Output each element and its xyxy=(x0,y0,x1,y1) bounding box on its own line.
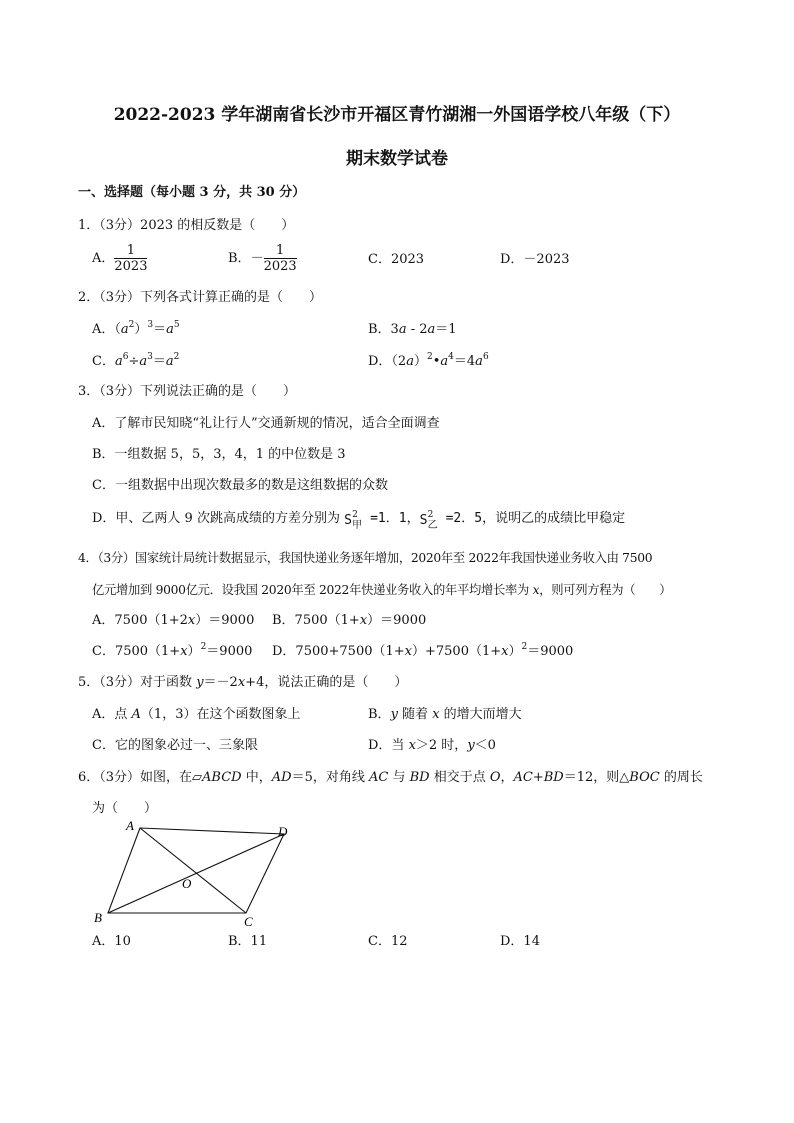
q2-c-text: C． xyxy=(92,354,115,369)
q3-variance-sub: 乙 xyxy=(427,520,438,531)
q2-b-text: - 2 xyxy=(406,322,428,337)
q3-variance-sub: 甲 xyxy=(352,520,363,531)
q5-d-text: ＜0 xyxy=(474,738,496,753)
q5-b-text: 的增大而增大 xyxy=(439,707,522,722)
q1-option-a xyxy=(92,244,147,274)
q4-option-d xyxy=(272,644,573,660)
q5-a-text: A．点 xyxy=(92,707,132,722)
q1-option-c: C．2023 xyxy=(368,252,425,267)
q6-stem-var: O xyxy=(489,770,501,785)
q5-stem-text: +4，说法正确的是（ ） xyxy=(245,675,408,690)
q4-stem-text: 亿元增加到 9000亿元．设我国 2020年至 2022年快递业务收入的年平均增长率为 xyxy=(92,583,533,597)
q2-a-exp: 3 xyxy=(147,320,154,330)
q5-b-text: B． xyxy=(368,707,391,722)
q3-d-text: ，说明乙的成绩比甲稳定 xyxy=(482,511,626,526)
q6-stem-var: BOC xyxy=(629,770,660,785)
q4-a-text: A．7500（1+2 xyxy=(92,613,188,628)
q3-variance-exp: 2 xyxy=(352,510,358,520)
q4-d-text: ） xyxy=(508,644,522,659)
q4-d-exp: 2 xyxy=(521,642,528,652)
q4-c-var: x xyxy=(180,644,188,659)
q2-option-a xyxy=(92,322,180,338)
q5-d-text: D．当 xyxy=(368,738,409,753)
q2-c-exp: 2 xyxy=(173,352,180,362)
q4-b-var: x xyxy=(359,613,368,628)
q6-stem-var: AD xyxy=(271,770,292,785)
q1-b-fraction xyxy=(264,244,297,274)
q1-a-numerator: 1 xyxy=(114,244,147,259)
q4-option-c xyxy=(92,644,252,660)
q6-stem-text: 与 xyxy=(388,770,410,785)
q2-b-text: ＝1 xyxy=(435,322,457,337)
q3-d-value: =2．5 xyxy=(445,511,483,526)
q4-b-text: ）＝9000 xyxy=(367,613,427,628)
q6-option-a: A．10 xyxy=(92,934,131,949)
q5-stem xyxy=(78,675,407,691)
q2-b-var: a xyxy=(427,322,436,337)
q6-stem-text: 6．（3分）如图，在▱ xyxy=(78,770,203,785)
q2-c-text: ÷ xyxy=(128,354,140,369)
q2-option-b xyxy=(368,322,457,338)
q1-a-denominator: 2023 xyxy=(114,259,148,274)
page-title-line2: 期末数学试卷 xyxy=(346,149,448,169)
q6-option-d: D．14 xyxy=(500,934,540,949)
q3-variance-symbol: S xyxy=(419,513,428,528)
q4-stem-var: x xyxy=(532,583,540,597)
q3-option-c: C．一组数据中出现次数最多的数是这组数据的众数 xyxy=(92,478,388,493)
q4-stem-line2 xyxy=(92,582,671,598)
q6-option-b: B．11 xyxy=(228,934,268,949)
q4-d-text: ＝9000 xyxy=(527,644,574,659)
q6-stem-var: ABCD xyxy=(202,770,242,785)
q4-a-text: ）＝9000 xyxy=(195,613,255,628)
q5-stem-var: x xyxy=(237,675,246,690)
q4-d-text: D．7500+7500（1+ xyxy=(272,644,405,659)
q5-b-var: y xyxy=(390,707,398,722)
q1-b-numerator: 1 xyxy=(264,244,297,259)
q5-a-text: （1，3）在这个函数图象上 xyxy=(140,707,301,722)
parallelogram-outline xyxy=(108,828,284,913)
q2-d-exp: 2 xyxy=(426,352,433,362)
q2-d-var: a xyxy=(406,354,414,369)
vertex-label-c: C xyxy=(244,914,253,929)
q1-b-label: B． xyxy=(228,251,251,266)
q4-d-var: x xyxy=(404,644,412,659)
center-label-o: O xyxy=(182,876,192,891)
diagonal-bd xyxy=(108,834,284,913)
q4-option-b xyxy=(272,613,426,629)
q4-b-text: B．7500（1+ xyxy=(272,613,360,628)
q3-option-a: A．了解市民知晓“礼让行人”交通新规的情况，适合全面调查 xyxy=(92,416,440,431)
q5-option-a xyxy=(92,707,300,723)
q3-stem: 3．（3分）下列说法正确的是（ ） xyxy=(78,384,297,399)
q6-stem-var: BD xyxy=(409,770,430,785)
q2-a-text: A．（ xyxy=(92,322,121,337)
q6-stem-text: ， xyxy=(500,770,514,785)
q2-b-var: a xyxy=(398,322,407,337)
q2-a-var: a xyxy=(120,322,129,337)
q3-variance-jia xyxy=(344,510,370,531)
q5-stem-var: y xyxy=(196,675,204,690)
q2-option-d xyxy=(368,354,489,370)
q4-c-text: ） xyxy=(187,644,201,659)
q2-c-text: ＝ xyxy=(152,354,166,369)
q5-option-d xyxy=(368,738,496,754)
q2-c-exp: 6 xyxy=(122,352,129,362)
q6-stem-var: AC+BD xyxy=(513,770,564,785)
q2-d-var: a xyxy=(475,354,483,369)
q2-d-text: ） xyxy=(413,354,427,369)
q5-option-b xyxy=(368,707,522,723)
q5-d-var: y xyxy=(467,738,475,753)
q2-d-text: ＝4 xyxy=(453,354,476,369)
q2-a-text: ） xyxy=(134,322,148,337)
q2-a-exp: 2 xyxy=(128,320,135,330)
q6-stem-text: ＝12，则△ xyxy=(563,770,630,785)
q6-stem-line2: 为（ ） xyxy=(92,801,158,816)
q1-a-label: A． xyxy=(92,251,115,266)
section-heading: 一、选择题（每小题 3 分，共 30 分） xyxy=(78,185,306,200)
q1-stem: 1．（3分）2023 的相反数是（ ） xyxy=(78,218,295,233)
q2-d-var: a xyxy=(440,354,449,369)
q6-stem-line1 xyxy=(78,770,703,786)
q4-c-text: C．7500（1+ xyxy=(92,644,181,659)
q2-b-text: B．3 xyxy=(368,322,399,337)
q6-stem-text: 相交于点 xyxy=(429,770,490,785)
q4-c-text: ＝9000 xyxy=(206,644,253,659)
q4-option-a xyxy=(92,613,254,629)
q6-stem-text: 的周长 xyxy=(659,770,703,785)
q5-stem-text: ＝－2 xyxy=(203,675,238,690)
parallelogram-figure xyxy=(88,818,308,930)
q5-stem-text: 5．（3分）对于函数 xyxy=(78,675,197,690)
q2-d-text: • xyxy=(432,354,441,369)
q6-option-c: C．12 xyxy=(368,934,408,949)
vertex-label-b: B xyxy=(94,910,102,925)
q3-d-value: =1．1， xyxy=(370,511,420,526)
q3-d-text: D．甲、乙两人 9 次跳高成绩的方差分别为 xyxy=(92,511,345,526)
q1-b-sign: － xyxy=(250,251,264,266)
q4-a-var: x xyxy=(187,613,196,628)
q4-stem-text: ，则可列方程为（ ） xyxy=(539,583,672,597)
q1-option-d: D．－2023 xyxy=(500,252,570,267)
q2-c-exp: 3 xyxy=(147,352,153,362)
q2-c-var: a xyxy=(139,354,148,369)
vertex-label-d: D xyxy=(278,824,288,839)
q3-variance-exp: 2 xyxy=(427,510,434,520)
q5-b-var: x xyxy=(432,707,440,722)
q5-d-text: ＞2 时， xyxy=(415,738,468,753)
q1-a-fraction xyxy=(114,244,147,274)
q1-option-b xyxy=(228,244,297,274)
q4-d-text: ）+7500（1+ xyxy=(412,644,502,659)
q4-d-var: x xyxy=(501,644,509,659)
q5-d-var: x xyxy=(408,738,416,753)
q2-d-exp: 4 xyxy=(448,352,454,362)
diagonal-ac xyxy=(140,828,246,913)
q2-d-exp: 6 xyxy=(482,352,489,362)
q2-a-text: ＝ xyxy=(153,322,167,337)
q2-d-text: D．（2 xyxy=(368,354,407,369)
q2-a-var: a xyxy=(166,322,174,337)
q1-b-denominator: 2023 xyxy=(263,259,297,274)
q4-stem-line1: 4．（3分）国家统计局统计数据显示，我国快递业务逐年增加，2020年至 2022年我国快递业务收入由 7500 xyxy=(78,551,653,565)
q6-stem-var: AC xyxy=(368,770,389,785)
q2-a-exp: 5 xyxy=(173,320,180,330)
q2-stem: 2．（3分）下列各式计算正确的是（ ） xyxy=(78,290,323,305)
page-title-line1: 2022-2023 学年湖南省长沙市开福区青竹湖湘一外国语学校八年级（下） xyxy=(113,105,681,125)
q6-stem-text: 中， xyxy=(241,770,272,785)
q5-b-text: 随着 xyxy=(397,707,433,722)
vertex-label-a: A xyxy=(126,818,134,833)
q3-option-d xyxy=(92,510,626,531)
q2-c-var: a xyxy=(165,354,174,369)
q3-option-b: B．一组数据 5，5，3，4，1 的中位数是 3 xyxy=(92,447,346,462)
q3-variance-symbol: S xyxy=(344,513,352,528)
q6-stem-text: ＝5，对角线 xyxy=(291,770,369,785)
q2-option-c xyxy=(92,354,179,370)
q2-c-var: a xyxy=(114,354,123,369)
q5-option-c: C．它的图象必过一、三象限 xyxy=(92,738,258,753)
q3-variance-yi xyxy=(419,510,446,531)
q4-c-exp: 2 xyxy=(200,642,207,652)
q5-a-var: A xyxy=(131,707,141,722)
